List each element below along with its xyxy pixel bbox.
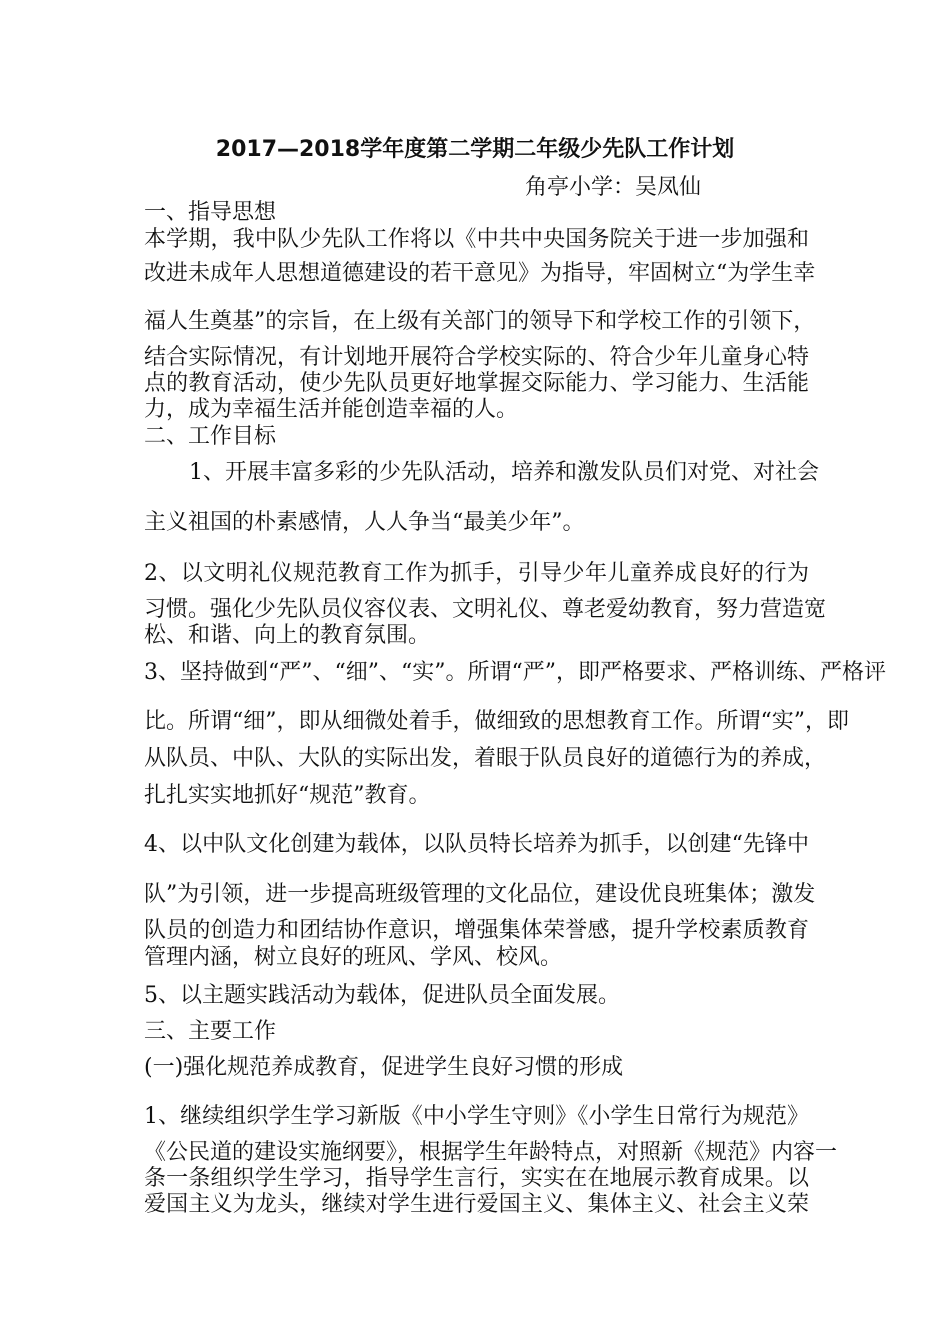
text-line: 1、继续组织学生学习新版《中小学生守则》《小学生日常行为规范》 [144, 1104, 809, 1129]
text-line: 扎扎实实地抓好“规范”教育。 [144, 783, 431, 808]
text-line: 3、坚持做到“严”、“细”、“实”。所谓“严”，即严格要求、严格训练、严格评 [144, 660, 886, 685]
section-heading: 一、指导思想 [144, 200, 277, 225]
document-author: 角亭小学：吴凤仙 [525, 175, 702, 200]
text-line: 1、开展丰富多彩的少先队活动，培养和激发队员们对党、对社会 [189, 460, 819, 485]
text-line: 习惯。强化少先队员仪容仪表、文明礼仪、尊老爱幼教育，努力营造宽 [144, 597, 827, 622]
text-line: 从队员、中队、大队的实际出发，着眼于队员良好的道德行为的养成， [144, 746, 827, 771]
text-line: 2、以文明礼仪规范教育工作为抓手，引导少年儿童养成良好的行为 [144, 561, 809, 586]
section-heading: 二、工作目标 [144, 424, 277, 449]
text-line: 队员的创造力和团结协作意识，增强集体荣誉感，提升学校素质教育 [144, 918, 809, 943]
text-line: 条一条组织学生学习，指导学生言行，实实在在地展示教育成果。以 [144, 1166, 809, 1191]
text-line: 《公民道的建设实施纲要》，根据学生年龄特点，对照新《规范》内容一 [144, 1140, 838, 1165]
text-line: 队”为引领，进一步提高班级管理的文化品位，建设优良班集体；激发 [144, 882, 816, 907]
text-line: 福人生奠基”的宗旨，在上级有关部门的领导下和学校工作的引领下， [144, 309, 816, 334]
text-line: 点的教育活动，使少先队员更好地掌握交际能力、学习能力、生活能 [144, 371, 809, 396]
text-line: 本学期，我中队少先队工作将以《中共中央国务院关于进一步加强和 [144, 227, 809, 252]
text-line: 主义祖国的朴素感情，人人争当“最美少年”。 [144, 510, 585, 535]
document-title: 2017—2018学年度第二学期二年级少先队工作计划 [215, 137, 735, 162]
text-line: 力，成为幸福生活并能创造幸福的人。 [144, 397, 519, 422]
text-line: 比。所谓“细”，即从细微处着手，做细致的思想教育工作。所谓“实”，即 [144, 709, 849, 734]
text-line: 改进未成年人思想道德建设的若干意见》为指导，牢固树立“为学生幸 [144, 261, 816, 286]
text-line: 松、和谐、向上的教育氛围。 [144, 623, 431, 648]
text-line: 管理内涵，树立良好的班风、学风、校风。 [144, 945, 563, 970]
subsection-heading: (一)强化规范养成教育，促进学生良好习惯的形成 [144, 1055, 624, 1080]
text-line: 爱国主义为龙头，继续对学生进行爱国主义、集体主义、社会主义荣 [144, 1192, 809, 1217]
text-line: 4、以中队文化创建为载体，以队员特长培养为抓手，以创建“先锋中 [144, 832, 809, 857]
section-heading: 三、主要工作 [144, 1019, 277, 1044]
text-line: 结合实际情况，有计划地开展符合学校实际的、符合少年儿童身心特 [144, 345, 809, 370]
text-line: 5、以主题实践活动为载体，促进队员全面发展。 [144, 983, 620, 1008]
